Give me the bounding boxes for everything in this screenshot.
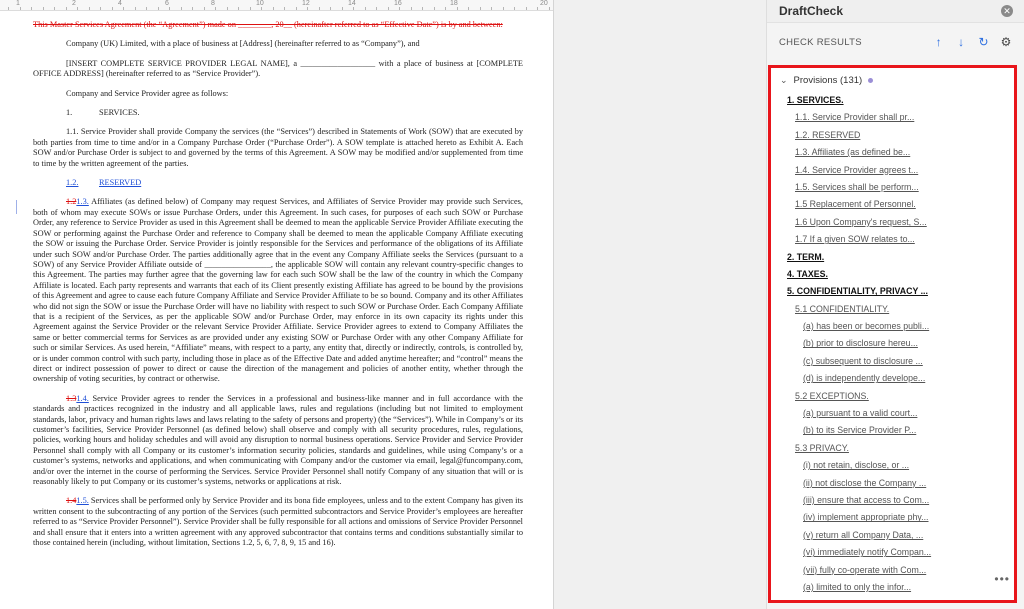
ruler-tick	[480, 7, 481, 10]
provision-item[interactable]: 5.1 CONFIDENTIALITY.	[795, 303, 890, 314]
workspace-gap	[554, 0, 766, 609]
ruler-tick	[353, 7, 354, 10]
ruler-tick	[227, 7, 228, 10]
provision-item[interactable]: (i) not retain, disclose, or ...	[803, 460, 910, 471]
provision-item[interactable]: (c) subsequent to disclosure ...	[803, 355, 923, 366]
status-dot	[868, 78, 873, 83]
provision-item[interactable]: 5. CONFIDENTIALITY, PRIVACY ...	[787, 286, 928, 297]
ruler-tick	[445, 7, 446, 10]
provision-item[interactable]: 1.2. RESERVED	[795, 129, 861, 140]
provision-item[interactable]: 1.1. Service Provider shall pr...	[795, 112, 915, 123]
ruler-tick	[238, 7, 239, 10]
provision-item[interactable]: (vi) immediately notify Compan...	[803, 547, 932, 558]
draftcheck-panel	[766, 0, 1024, 609]
ruler-tick	[491, 7, 492, 10]
ruler-tick	[100, 7, 101, 10]
section-title: SERVICES.	[99, 108, 140, 118]
deleted-number: 1.2	[66, 197, 77, 207]
ruler-tick	[457, 7, 458, 10]
ruler-tick	[204, 7, 205, 10]
ruler-tick	[549, 7, 550, 10]
ruler-tick	[526, 7, 527, 10]
ruler-tick	[434, 7, 435, 10]
party-company: Company (UK) Limited, with a place of business at [Address] (hereinafter referred to as “Company”), and	[66, 39, 420, 49]
ruler-tick	[468, 7, 469, 10]
check-results-bar	[767, 23, 1024, 61]
ruler-tick	[77, 7, 78, 10]
provision-item[interactable]: 1.7 If a given SOW relates to...	[795, 234, 915, 245]
ruler-tick	[250, 7, 251, 10]
provision-item[interactable]: 1.4. Service Provider agrees t...	[795, 164, 919, 175]
panel-header	[767, 0, 1024, 23]
ruler-tick	[273, 7, 274, 10]
ruler	[0, 0, 553, 11]
ruler-tick	[112, 7, 113, 10]
provision-item[interactable]: (b) prior to disclosure hereu...	[803, 338, 918, 349]
ruler-label: 10	[256, 0, 264, 7]
provision-item[interactable]: 1. SERVICES.	[787, 95, 844, 105]
clause-1-5	[33, 496, 523, 548]
clause-text: Services shall be performed only by Service Provider and its bona fide employees, unless and to the extent Company has given its written consent to the subcontracting of any portion of the Services (such permitted subcontractors and Service Provider’s employees are hereafter referred to as “Service Provider Personnel”). Service Provider shall be fully responsible for all actions and omissions of Service Provider Personnel and shall ensure that it enters into a written agreement with any approved subcontractor that contains terms and conditions substantially similar to those contained herein (including, without limitation, Sections 1.2, 5, 6, 7, 8, 9, 15 and 16).	[33, 496, 523, 548]
section-number: 1.	[66, 108, 73, 118]
provision-item[interactable]: (v) return all Company Data, ...	[803, 529, 924, 540]
ruler-label: 6	[165, 0, 169, 7]
ruler-label: 4	[118, 0, 122, 7]
ruler-tick	[123, 7, 124, 10]
ruler-label: 8	[211, 0, 215, 7]
ruler-label: 1	[16, 0, 20, 7]
provisions-header[interactable]	[771, 68, 1014, 92]
ruler-tick	[66, 7, 67, 10]
provision-item[interactable]: 1.6 Upon Company's request, S...	[795, 216, 927, 227]
document-page[interactable]	[33, 20, 523, 557]
provision-item[interactable]: (a) pursuant to a valid court...	[803, 408, 918, 419]
provision-item[interactable]: 1.3. Affiliates (as defined be...	[795, 147, 911, 158]
deleted-paragraph: This Master Services Agreement (the “Agreement”) made on ________, 20__ (hereinafter referred to as “Effective Date”) is by and between:	[33, 20, 503, 29]
party-provider: [INSERT COMPLETE SERVICE PROVIDER LEGAL NAME], a __________________ with a place of business at [COMPLETE OFFICE ADDRESS] (hereinafter referred to as “Service Provider”).	[33, 58, 523, 79]
ruler-tick	[192, 7, 193, 10]
more-icon[interactable]: •••	[994, 572, 1010, 586]
inserted-number: 1.2.	[66, 178, 79, 188]
provision-item[interactable]: 5.3 PRIVACY.	[795, 442, 849, 453]
inserted-title: RESERVED	[99, 178, 142, 188]
ruler-tick	[146, 7, 147, 10]
ruler-tick	[330, 7, 331, 10]
ruler-tick	[296, 7, 297, 10]
clause-text: Service Provider agrees to render the Services in a professional and business-like manner and in full accordance with the standards and practices recognized in the industry and all applicable laws, rules and regulations (including but not limited to employment standards, labor, privacy and human rights laws and laws relating to the safety of persons and property) (the “Services”). While in Company’s or its customer’s facilities, Service Provider Personnel (as defined below) shall observe and comply with all security procedures, rules, regulations, policies, working hours and holiday schedules and will avoid any disruption to normal business operations. Service Provider and Service Provider Personnel shall comply with all Company or its customer’s information security policies, standards and guidelines, while using Company’s or a customer’s systems, networks and applications, and when communicating with Company and/or the customer via email, legal@funcompany.com, and/or over the internet in the course of performing the Services. Service Provider Personnel shall notify Company of any situation that will or is reasonably likely to put Company or its customer’s systems, networks or applications at risk.	[33, 393, 523, 487]
provision-item[interactable]: (d) is independently develope...	[803, 373, 926, 384]
ruler-label: 2	[72, 0, 76, 7]
provision-item[interactable]: (a) limited to only the infor...	[803, 581, 912, 592]
provisions-panel	[768, 65, 1017, 603]
provision-item[interactable]: (vii) fully co-operate with Com...	[803, 564, 927, 575]
inserted-number: 1.3.	[76, 197, 89, 207]
clause-1-2	[33, 178, 523, 188]
deleted-number: 1.3	[66, 393, 77, 403]
toolbar	[928, 33, 1013, 51]
ruler-tick	[215, 7, 216, 10]
section-heading	[33, 108, 523, 118]
ruler-tick	[503, 7, 504, 10]
ruler-label: 18	[450, 0, 458, 7]
ruler-tick	[342, 7, 343, 10]
provision-item[interactable]: (iii) ensure that access to Com...	[803, 494, 930, 505]
ruler-tick	[54, 7, 55, 10]
close-icon[interactable]: ✕	[1001, 5, 1013, 17]
arrow-up-icon[interactable]: ↑	[935, 35, 942, 49]
ruler-tick	[43, 7, 44, 10]
ruler-label: 16	[394, 0, 402, 7]
provision-item[interactable]: (a) has been or becomes publi...	[803, 321, 930, 332]
ruler-tick	[31, 7, 32, 10]
inserted-number: 1.4.	[76, 393, 89, 403]
clause-1-3	[33, 197, 523, 384]
refresh-icon[interactable]: ↻	[978, 35, 989, 49]
provision-item[interactable]: 4. TAXES.	[787, 268, 828, 279]
provision-item[interactable]: (b) to its Service Provider P...	[803, 425, 917, 436]
provision-item[interactable]: (iv) implement appropriate phy...	[803, 512, 929, 523]
provision-item[interactable]: 5.2 EXCEPTIONS.	[795, 390, 869, 401]
ruler-tick	[89, 7, 90, 10]
ruler-tick	[376, 7, 377, 10]
provision-item[interactable]: 1.5. Services shall be perform...	[795, 181, 919, 192]
ruler-tick	[8, 7, 9, 10]
ruler-tick	[514, 7, 515, 10]
deleted-number: 1.4	[66, 496, 77, 506]
arrow-down-icon[interactable]: ↓	[958, 35, 965, 49]
change-marker	[16, 200, 17, 214]
provision-item[interactable]: 2. TERM.	[787, 251, 825, 262]
provisions-list	[771, 92, 1014, 596]
ruler-tick	[422, 7, 423, 10]
ruler-label: 12	[302, 0, 310, 7]
ruler-tick	[319, 7, 320, 10]
provision-item[interactable]: (ii) not disclose the Company ...	[803, 477, 927, 488]
provisions-label: Provisions (131)	[793, 74, 863, 86]
ruler-tick	[537, 7, 538, 10]
clause-1-1: 1.1. Service Provider shall provide Company the services (the “Services”) described in Statements of Work (SOW) that are executed by both parties from time to time and/or in a Company Purchase Order (“Purchase Order”). A SOW template is attached hereto as Exhibit A. Each SOW and/or Purchase Order is subject to and governed by the terms of this Agreement. A SOW may be modified and/or supplemented from time to time by the written agreement of the parties.	[33, 127, 523, 168]
ruler-tick	[388, 7, 389, 10]
ruler-tick	[169, 7, 170, 10]
gear-icon[interactable]: ⚙	[1000, 35, 1012, 49]
clause-text: Affiliates (as defined below) of Company may request Services, and Affiliates of Service Provider may provide such Services, both of whom may execute SOWs or issue Purchase Orders, under this Agreement. In such cases, for purposes of each such SOW or Purchase Order, any reference to Service Provider as used in this Agreement shall be deemed to mean the applicable Service Provider Affiliate executing the SOW or performing against the Purchase Order and reference to Company shall be deemed to mean the applicable Company Affiliate executing the SOW or issuing the Purchase Order. Service Provider is jointly responsible for the Services and performance of the obligations of its Affiliate under such SOW and/or Purchase Order. The parties additionally agree that in the event any Company Affiliate seeks the Services (pursuant to a SOW) of any Service Provider Affiliate outside of ________________, the applicable SOW will contain any relevant country-specific changes to this Agreement. The parties may further agree that the governing law for each such SOW shall be the law of the country in which the Company Affiliate is located. Each party represents and warrants that each of its Client presently existing Affiliate has agreed to be bound by the provisions of this Agreement and agree to cause each future Company Affiliate and Service Provider Affiliate to be so bound. Company and its other Affiliates who did not sign the SOW or issue the Purchase Order will have no liability with respect to such SOW or Purchase Order. Each Company Affiliate that is a recipient of the Services, as per the applicable SOW and/or Purchase Order, may enforce in its own capacity its rights under this Agreement against the Service Provider or the relevant Service Provider Affiliate. Service Provider agrees to extend to Company Affiliates the same or better commercial terms for Services as are provided under any existing SOW or Purchase Order with any other Company Affiliate for such or similar Services. As used herein, “Affiliate” means, with respect to a party, any entity that, directly or indirectly, controls, is controlled by, or is under common control with such party, including those in place as of the Effective Date and added anytime hereafter; and “control” means the direct or indirect possession of power to direct or cause the direction of the management and policies of another entity, whether through the ownership of voting securities, by contract or otherwise.	[33, 197, 523, 384]
check-results-label: CHECK RESULTS	[779, 36, 862, 48]
ruler-label: 14	[348, 0, 356, 7]
inserted-number: 1.5.	[76, 496, 89, 506]
ruler-label: 20	[540, 0, 548, 7]
chevron-down-icon[interactable]: ⌄	[780, 74, 788, 85]
ruler-tick	[20, 7, 21, 10]
panel-title: DraftCheck	[779, 4, 844, 18]
ruler-tick	[284, 7, 285, 10]
ruler-tick	[181, 7, 182, 10]
agree-line: Company and Service Provider agree as follows:	[66, 88, 229, 98]
ruler-tick	[135, 7, 136, 10]
ruler-tick	[365, 7, 366, 10]
provision-item[interactable]: 1.5 Replacement of Personnel.	[795, 199, 916, 210]
ruler-tick	[261, 7, 262, 10]
ruler-tick	[411, 7, 412, 10]
ruler-tick	[307, 7, 308, 10]
ruler-tick	[158, 7, 159, 10]
ruler-tick	[399, 7, 400, 10]
clause-1-4	[33, 394, 523, 488]
